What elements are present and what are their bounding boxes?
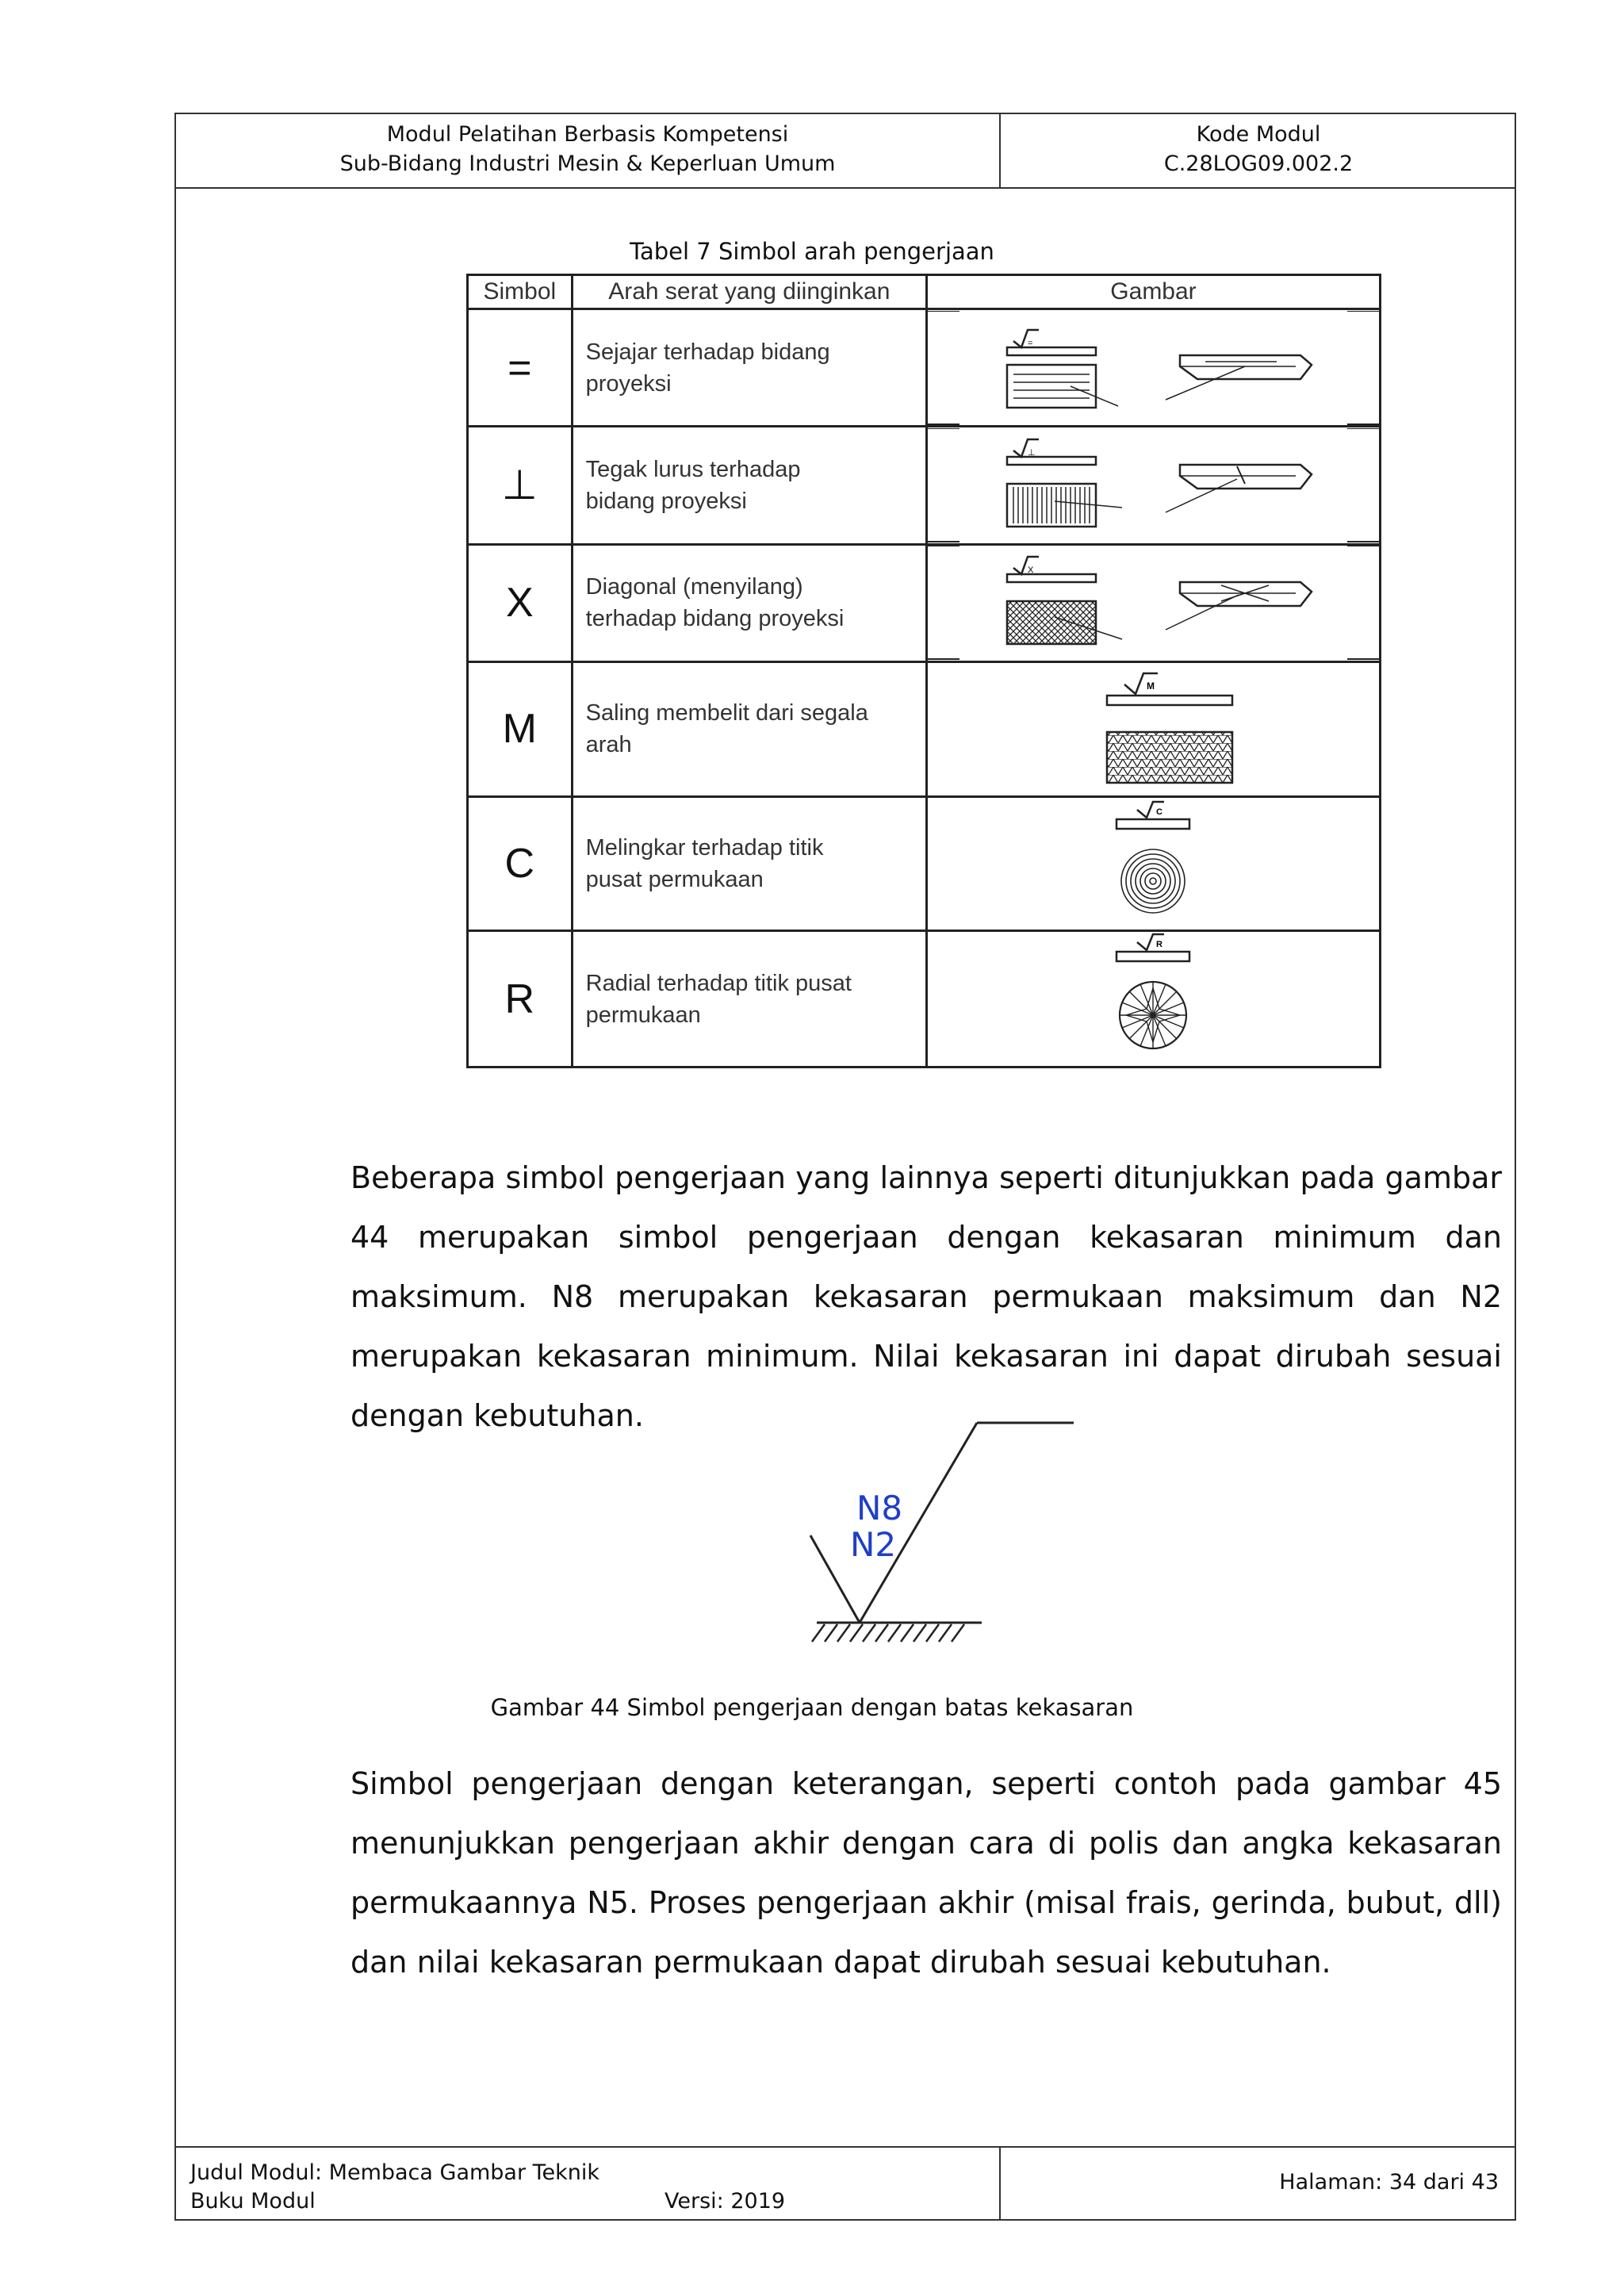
paragraph-finishing-symbol: Simbol pengerjaan dengan keterangan, seperti contoh pada gambar 45 menunjukkan pengerjaan akhir dengan cara di polis dan angka kekasaran permukaannya N5. Proses pengerjaan akhir (misal frais, gerinda, bubut, dll) dan nilai kekasaran permukaan dapat dirubah sesuai kebutuhan. xyxy=(350,1766,1502,1980)
circular-lay-drawing xyxy=(926,796,1380,931)
desc-line: Sejajar terhadap bidang xyxy=(585,339,830,365)
table-row xyxy=(468,662,1381,797)
table-row xyxy=(468,931,1381,1068)
row-description xyxy=(572,309,926,427)
lay-mark: M xyxy=(1146,680,1155,692)
lay-mark: ⊥ xyxy=(1027,448,1036,458)
row-description xyxy=(572,931,926,1068)
footer-module-info xyxy=(176,2148,1001,2219)
col-header-picture: Gambar xyxy=(926,275,1380,309)
row-symbol: X xyxy=(468,544,573,661)
parallel-lay-drawing xyxy=(926,309,1380,427)
figure44-caption: Gambar 44 Simbol pengerjaan dengan batas kekasaran xyxy=(490,1694,1134,1721)
multidirectional-lay-drawing xyxy=(926,662,1380,797)
table-row xyxy=(468,544,1381,661)
row-description xyxy=(572,544,926,661)
lay-mark: X xyxy=(1027,565,1034,576)
symbol-extension-line xyxy=(991,1420,1078,1426)
row-description xyxy=(572,662,926,797)
desc-line: arah xyxy=(585,732,632,758)
header-module-title: Modul Pelatihan Berbasis Kompetensi xyxy=(386,122,789,147)
lay-mark: R xyxy=(1155,940,1162,950)
crossed-lay-drawing xyxy=(926,544,1380,661)
desc-line: Radial terhadap titik pusat xyxy=(585,970,852,996)
row-symbol: = xyxy=(468,309,573,427)
header-module-code xyxy=(1001,114,1516,193)
page-header xyxy=(176,114,1515,189)
desc-line: proyeksi xyxy=(585,370,672,397)
header-code-label: Kode Modul xyxy=(1196,122,1321,147)
desc-line: Tegak lurus terhadap xyxy=(585,457,801,483)
lay-mark: = xyxy=(1027,338,1033,348)
col-header-direction: Arah serat yang diinginkan xyxy=(572,275,926,309)
table-row xyxy=(468,309,1381,427)
direction-symbol-table xyxy=(466,274,1381,1068)
header-module-info xyxy=(176,114,1001,187)
perpendicular-lay-drawing xyxy=(926,427,1380,544)
desc-line: Diagonal (menyilang) xyxy=(585,574,803,600)
roughness-limit-symbol xyxy=(761,1412,991,1658)
table-row xyxy=(468,796,1381,931)
desc-line: Saling membelit dari segala xyxy=(585,700,868,726)
table-row xyxy=(468,427,1381,544)
desc-line: bidang proyeksi xyxy=(585,489,747,515)
table-caption: Tabel 7 Simbol arah pengerjaan xyxy=(630,238,994,265)
row-description xyxy=(572,427,926,544)
page-footer xyxy=(176,2146,1515,2219)
roughness-min-label: N2 xyxy=(850,1525,897,1564)
header-code-value: C.28LOG09.002.2 xyxy=(1163,151,1354,176)
footer-book: Buku Modul xyxy=(190,2189,316,2214)
paragraph-roughness-limits: Beberapa simbol pengerjaan yang lainnya seperti ditunjukkan pada gambar 44 merupakan simbol pengerjaan dengan kekasaran minimum dan maksimum. N8 merupakan kekasaran permukaan maksimum dan N2 merupakan kekasaran minimum. Nilai kekasaran ini dapat dirubah sesuai dengan kebutuhan. xyxy=(350,1160,1502,1433)
desc-line: terhadap bidang proyeksi xyxy=(585,606,845,632)
radial-lay-drawing xyxy=(926,931,1380,1068)
desc-line: permukaan xyxy=(585,1002,701,1028)
roughness-max-label: N8 xyxy=(856,1489,903,1527)
header-sub-field: Sub-Bidang Industri Mesin & Keperluan Umum xyxy=(339,151,836,176)
row-symbol: ⊥ xyxy=(468,427,573,544)
footer-title: Judul Modul: Membaca Gambar Teknik xyxy=(190,2160,600,2185)
row-symbol: R xyxy=(468,931,573,1068)
desc-line: Melingkar terhadap titik xyxy=(585,835,824,861)
footer-page-number: Halaman: 34 dari 43 xyxy=(1279,2170,1499,2194)
row-symbol: C xyxy=(468,796,573,931)
desc-line: pusat permukaan xyxy=(585,867,764,893)
footer-version: Versi: 2019 xyxy=(665,2189,786,2214)
row-symbol: M xyxy=(468,662,573,797)
col-header-symbol: Simbol xyxy=(468,275,573,309)
lay-mark: C xyxy=(1155,807,1162,817)
row-description xyxy=(572,796,926,931)
